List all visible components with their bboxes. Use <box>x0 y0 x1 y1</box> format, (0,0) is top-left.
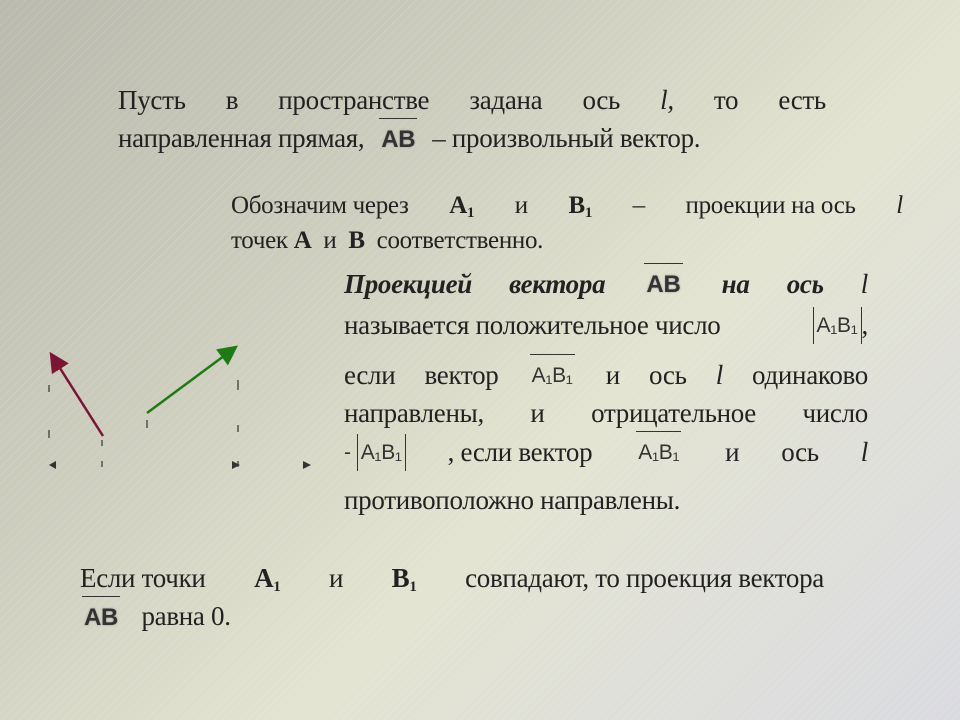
letter: B <box>568 192 585 219</box>
text: направленная прямая, <box>118 123 365 153</box>
word: ось <box>649 360 687 390</box>
word: если <box>344 360 396 390</box>
word: ось <box>781 437 819 467</box>
abs-a1b1: A₁B₁ <box>357 434 406 471</box>
text: проекции на ось <box>685 192 856 219</box>
word: одинаково <box>752 360 868 390</box>
word: направлены, <box>344 398 484 428</box>
text: Обозначим через <box>231 192 409 219</box>
text: Если точки <box>80 563 206 593</box>
axis-symbol: l <box>896 192 903 219</box>
word: и <box>530 398 545 428</box>
word: задана <box>469 85 543 115</box>
axis-symbol: l <box>860 269 868 299</box>
axis-symbol: l <box>715 360 723 390</box>
axis-arrow-right-icon <box>232 461 240 469</box>
word: и <box>725 437 740 467</box>
word: в <box>225 85 239 115</box>
word: есть <box>778 85 826 115</box>
text: – <box>632 192 645 219</box>
axis-marks <box>49 461 311 469</box>
word: вектор <box>424 360 499 390</box>
subscript: 1 <box>466 205 475 221</box>
subscript: 1 <box>273 579 281 595</box>
letter: A <box>449 192 467 219</box>
text: – произвольный вектор. <box>432 123 701 153</box>
vector-ab: AB <box>377 121 419 158</box>
letter: B <box>391 563 410 593</box>
word: и <box>605 360 620 390</box>
text: , <box>861 310 868 340</box>
text: совпадают, то проекция вектора <box>465 563 824 593</box>
text: и <box>328 563 344 593</box>
text: и <box>514 192 528 219</box>
axis-arrow-left-icon <box>49 461 56 469</box>
vector-ab: AB <box>80 599 122 636</box>
term: вектора <box>509 269 606 299</box>
axis-symbol: l, <box>660 85 674 115</box>
vector-opposite-direction <box>51 354 103 436</box>
subscript: 1 <box>409 579 417 595</box>
text: , если вектор <box>447 437 593 467</box>
point-b: B <box>348 227 365 254</box>
vector-ab: AB <box>642 266 684 303</box>
vector-a1b1: A₁B₁ <box>528 357 577 394</box>
term: ось <box>786 269 824 299</box>
word: пространстве <box>278 85 430 115</box>
axis-arrow-right-icon <box>303 461 311 469</box>
term: Проекцией <box>344 269 473 299</box>
text: точек <box>231 227 288 254</box>
point-a: A <box>293 227 312 254</box>
word: число <box>802 398 868 428</box>
word: Пусть <box>118 85 186 115</box>
text: соответственно. <box>376 227 544 254</box>
minus-sign: - <box>344 441 351 464</box>
letter: A <box>254 563 274 593</box>
word: отрицательное <box>591 398 756 428</box>
text: противоположно направлены. <box>344 485 681 515</box>
axis-symbol: l <box>860 437 868 467</box>
abs-a1b1: A₁B₁ <box>813 307 862 344</box>
vector-same-direction <box>147 347 236 413</box>
term: на <box>721 269 750 299</box>
vector-a1b1: A₁B₁ <box>634 434 683 471</box>
projection-dashes <box>49 380 238 467</box>
text: равна 0. <box>141 601 231 631</box>
text: называется положительное число <box>344 310 721 340</box>
word: то <box>713 85 739 115</box>
text: и <box>323 227 337 254</box>
word: ось <box>582 85 621 115</box>
subscript: 1 <box>584 205 593 221</box>
